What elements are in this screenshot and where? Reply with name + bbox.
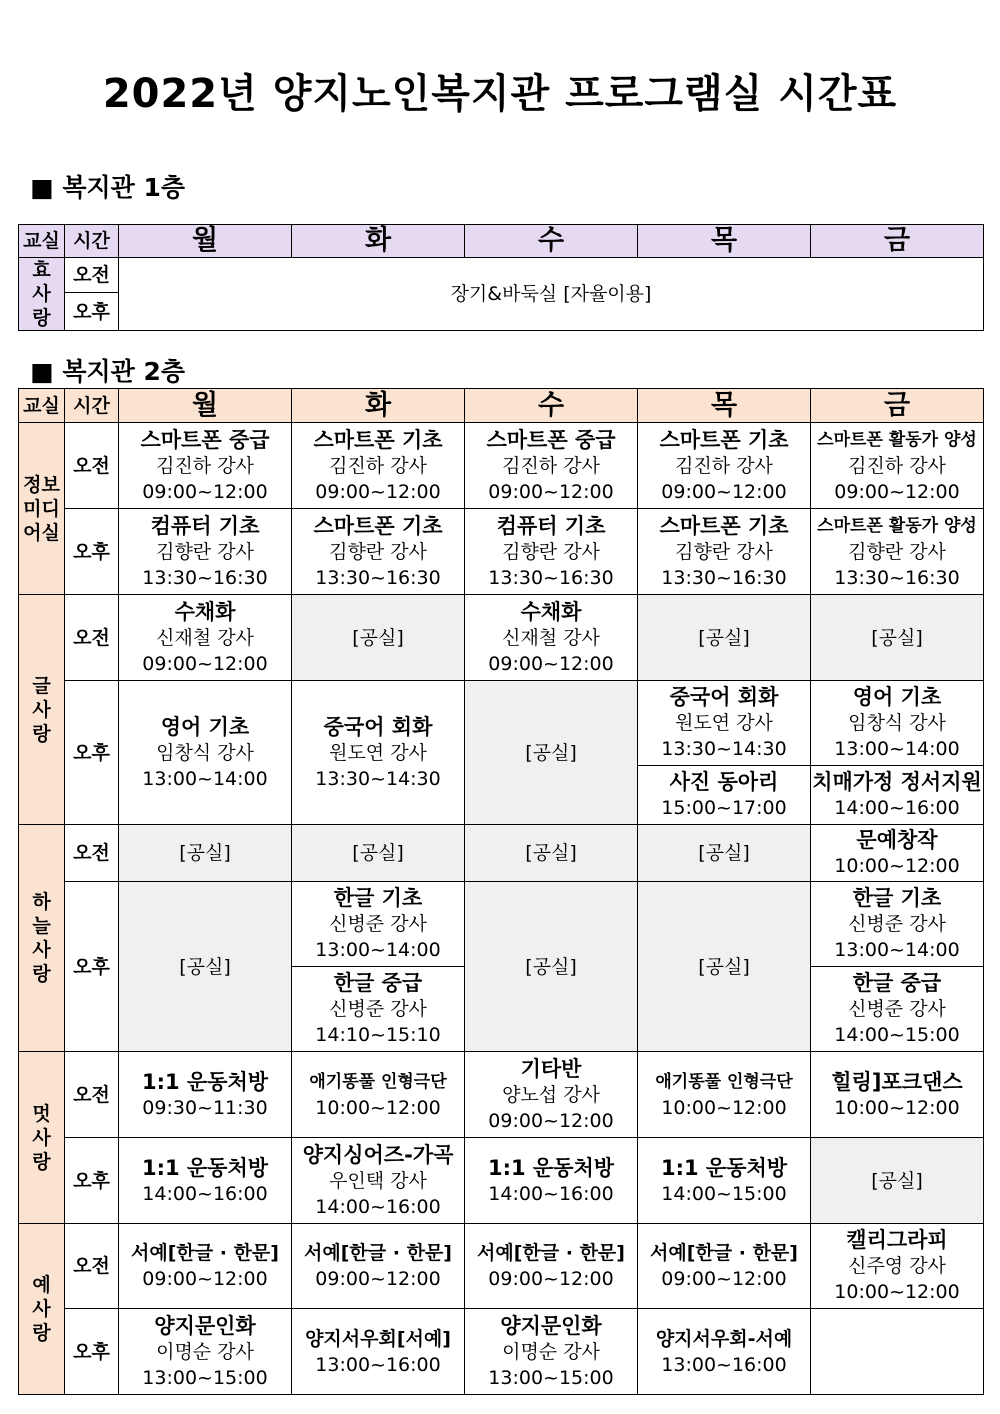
slot-haneul-am-thu: [공실] <box>638 825 811 882</box>
slot-geul-am-mon: 수채화 신재철 강사 09:00~12:00 <box>119 595 292 681</box>
slot-meot-am-tue: 애기똥풀 인형극단 10:00~12:00 <box>292 1052 465 1138</box>
slot-ye-am-mon: 서예[한글 · 한문] 09:00~12:00 <box>119 1224 292 1309</box>
day-tue: 화 <box>292 389 465 423</box>
slot-ye-am-tue: 서예[한글 · 한문] 09:00~12:00 <box>292 1224 465 1309</box>
slot-meot-am-wed: 기타반 양노섭 강사 09:00~12:00 <box>465 1052 638 1138</box>
slot-geul-am-thu: [공실] <box>638 595 811 681</box>
day-wed: 수 <box>465 225 638 258</box>
slot-info-am-mon: 스마트폰 중급 김진하 강사 09:00~12:00 <box>119 423 292 509</box>
slot-info-am-fri: 스마트폰 활동가 양성 김진하 강사 09:00~12:00 <box>811 423 984 509</box>
col-time: 시간 <box>65 389 119 423</box>
day-wed: 수 <box>465 389 638 423</box>
slot-meot-am-mon: 1:1 운동처방 09:30~11:30 <box>119 1052 292 1138</box>
period-am: 오전 <box>65 825 119 882</box>
period-pm: 오후 <box>65 509 119 595</box>
slot-meot-pm-thu: 1:1 운동처방 14:00~15:00 <box>638 1138 811 1224</box>
slot-geul-pm-thu-2: 사진 동아리 15:00~17:00 <box>638 766 811 825</box>
day-mon: 월 <box>119 225 292 258</box>
slot-haneul-pm-fri-2: 한글 중급 신병준 강사 14:00~15:00 <box>811 967 984 1052</box>
slot-haneul-am-mon: [공실] <box>119 825 292 882</box>
slot-haneul-am-fri: 문예창작 10:00~12:00 <box>811 825 984 882</box>
day-thu: 목 <box>638 389 811 423</box>
slot-haneul-am-wed: [공실] <box>465 825 638 882</box>
room-geulsarang: 글사랑 <box>19 595 65 825</box>
day-fri: 금 <box>811 389 984 423</box>
slot-meot-pm-fri: [공실] <box>811 1138 984 1224</box>
floor2-table <box>18 388 984 1395</box>
room-yesarang: 예사랑 <box>19 1224 65 1395</box>
slot-ye-am-thu: 서예[한글 · 한문] 09:00~12:00 <box>638 1224 811 1309</box>
slot-ye-pm-mon: 양지문인화 이명순 강사 13:00~15:00 <box>119 1309 292 1395</box>
period-am: 오전 <box>65 1052 119 1138</box>
day-fri: 금 <box>811 225 984 258</box>
slot-meot-pm-tue: 양지싱어즈-가곡 우인택 강사 14:00~16:00 <box>292 1138 465 1224</box>
slot-geul-pm-wed: [공실] <box>465 681 638 825</box>
col-room: 교실 <box>19 225 65 258</box>
section-heading-floor1: ■ 복지관 1층 <box>30 173 186 202</box>
day-tue: 화 <box>292 225 465 258</box>
slot-ye-pm-wed: 양지문인화 이명순 강사 13:00~15:00 <box>465 1309 638 1395</box>
room-haneulsarang: 하늘사랑 <box>19 825 65 1052</box>
slot-info-pm-wed: 컴퓨터 기초 김향란 강사 13:30~16:30 <box>465 509 638 595</box>
slot-haneul-pm-thu: [공실] <box>638 882 811 1052</box>
slot-geul-pm-mon: 영어 기초 임창식 강사 13:00~14:00 <box>119 681 292 825</box>
slot-info-pm-mon: 컴퓨터 기초 김향란 강사 13:30~16:30 <box>119 509 292 595</box>
slot-info-pm-thu: 스마트폰 기초 김향란 강사 13:30~16:30 <box>638 509 811 595</box>
period-pm: 오후 <box>65 1138 119 1224</box>
slot-info-am-wed: 스마트폰 중급 김진하 강사 09:00~12:00 <box>465 423 638 509</box>
slot-geul-am-tue: [공실] <box>292 595 465 681</box>
slot-ye-pm-thu: 양지서우회-서예 13:00~16:00 <box>638 1309 811 1395</box>
page-title: 2022년 양지노인복지관 프로그램실 시간표 <box>102 71 898 117</box>
slot-ye-am-wed: 서예[한글 · 한문] 09:00~12:00 <box>465 1224 638 1309</box>
slot-ye-am-fri: 캘리그라피 신주영 강사 10:00~12:00 <box>811 1224 984 1309</box>
section-heading-floor2: ■ 복지관 2층 <box>30 357 186 386</box>
slot-haneul-pm-tue-1: 한글 기초 신병준 강사 13:00~14:00 <box>292 882 465 967</box>
slot-info-am-tue: 스마트폰 기초 김진하 강사 09:00~12:00 <box>292 423 465 509</box>
slot-meot-pm-wed: 1:1 운동처방 14:00~16:00 <box>465 1138 638 1224</box>
slot-info-pm-fri: 스마트폰 활동가 양성 김향란 강사 13:30~16:30 <box>811 509 984 595</box>
slot-haneul-pm-fri-1: 한글 기초 신병준 강사 13:00~14:00 <box>811 882 984 967</box>
slot-haneul-pm-mon: [공실] <box>119 882 292 1052</box>
slot-geul-am-wed: 수채화 신재철 강사 09:00~12:00 <box>465 595 638 681</box>
period-pm: 오후 <box>65 882 119 1052</box>
period-am: 오전 <box>65 595 119 681</box>
col-time: 시간 <box>65 225 119 258</box>
room-hyosarang: 효사랑 <box>19 258 65 331</box>
period-pm: 오후 <box>65 681 119 825</box>
day-mon: 월 <box>119 389 292 423</box>
period-pm: 오후 <box>65 1309 119 1395</box>
slot-info-am-thu: 스마트폰 기초 김진하 강사 09:00~12:00 <box>638 423 811 509</box>
slot-geul-pm-tue: 중국어 회화 원도연 강사 13:30~14:30 <box>292 681 465 825</box>
slot-meot-am-thu: 애기똥풀 인형극단 10:00~12:00 <box>638 1052 811 1138</box>
period-pm: 오후 <box>65 293 119 331</box>
slot-meot-pm-mon: 1:1 운동처방 14:00~16:00 <box>119 1138 292 1224</box>
day-thu: 목 <box>638 225 811 258</box>
slot-meot-am-fri: 힐링]포크댄스 10:00~12:00 <box>811 1052 984 1138</box>
slot-haneul-pm-tue-2: 한글 중급 신병준 강사 14:10~15:10 <box>292 967 465 1052</box>
slot-geul-pm-thu-1: 중국어 회화 원도연 강사 13:30~14:30 <box>638 681 811 766</box>
slot-ye-pm-fri <box>811 1309 984 1395</box>
slot-geul-pm-fri-1: 영어 기초 임창식 강사 13:00~14:00 <box>811 681 984 766</box>
slot-haneul-am-tue: [공실] <box>292 825 465 882</box>
program-baduk: 장기&바둑실 [자율이용] <box>119 258 984 331</box>
slot-info-pm-tue: 스마트폰 기초 김향란 강사 13:30~16:30 <box>292 509 465 595</box>
slot-haneul-pm-wed: [공실] <box>465 882 638 1052</box>
col-room: 교실 <box>19 389 65 423</box>
slot-geul-am-fri: [공실] <box>811 595 984 681</box>
room-info-media: 정보미디어실 <box>19 423 65 595</box>
slot-geul-pm-fri-2: 치매가정 정서지원 14:00~16:00 <box>811 766 984 825</box>
slot-ye-pm-tue: 양지서우회[서예] 13:00~16:00 <box>292 1309 465 1395</box>
floor1-table <box>18 224 984 331</box>
period-am: 오전 <box>65 258 119 293</box>
room-meotsarang: 멋사랑 <box>19 1052 65 1224</box>
period-am: 오전 <box>65 423 119 509</box>
period-am: 오전 <box>65 1224 119 1309</box>
